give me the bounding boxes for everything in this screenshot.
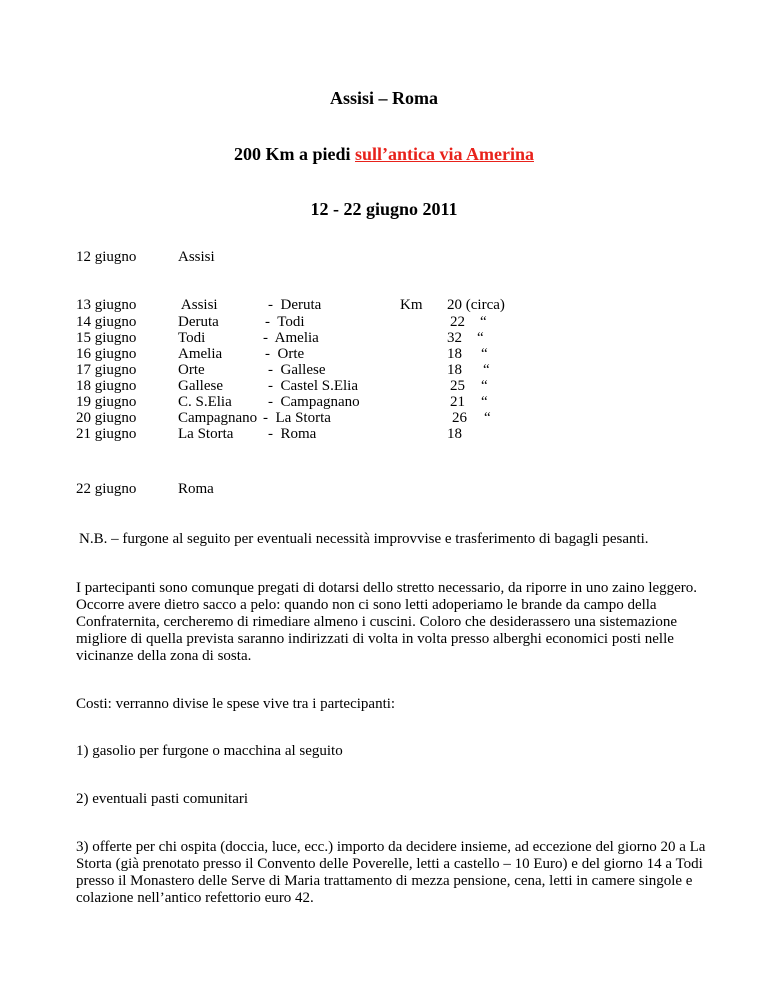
stage-date: 21 giugno	[76, 426, 137, 442]
stage-from: La Storta	[178, 426, 234, 442]
stage-to: - Orte	[265, 346, 305, 362]
ditto-mark: “	[481, 394, 488, 410]
stage-to: - Deruta	[268, 297, 322, 313]
stage-date: 13 giugno	[76, 297, 137, 313]
stage-km: 18	[447, 346, 462, 362]
stage-to: - Castel S.Elia	[268, 378, 358, 394]
participants-paragraph: I partecipanti sono comunque pregati di dotarsi dello stretto necessario, da riporre in uno zaino leggero. Occorre avere dietro sacco a pelo: quando non ci sono letti adoperiamo le brande da campo della Confraternita, cercheremo di rimediare almeno i cuscini. Coloro che desiderassero una sistemazione migliore di quella prevista saranno indirizzati di volta in volta presso alberghi economici posti nelle vicinanze della zona di sosta.	[76, 580, 698, 664]
stage-to: - Campagnano	[268, 394, 360, 410]
stage-from: Amelia	[178, 346, 223, 362]
ditto-mark: “	[483, 362, 490, 378]
stage-from: Assisi	[178, 297, 218, 313]
stage-date: 17 giugno	[76, 362, 137, 378]
stage-date: 14 giugno	[76, 314, 137, 330]
subtitle-prefix: 200 Km a piedi	[233, 144, 355, 164]
page-title: Assisi – Roma	[329, 88, 438, 108]
stage-to: - La Storta	[263, 410, 331, 426]
stage-date: 16 giugno	[76, 346, 137, 362]
stage-km: 21	[450, 394, 465, 410]
stage-km: 32	[447, 330, 462, 346]
subtitle-link[interactable]: sull’antica via Amerina	[355, 144, 534, 164]
date-range: 12 - 22 giugno 2011	[310, 199, 458, 219]
stage-km: 20 (circa)	[447, 297, 505, 313]
stage-km: 18	[447, 362, 462, 378]
ditto-mark: “	[480, 314, 487, 330]
stage-km: 26	[452, 410, 467, 426]
start-place: Assisi	[178, 249, 215, 265]
cost-item-1: 1) gasolio per furgone o macchina al seguito	[76, 743, 343, 759]
stage-from: Todi	[178, 330, 206, 346]
stage-date: 19 giugno	[76, 394, 137, 410]
start-date: 12 giugno	[76, 249, 137, 265]
end-date: 22 giugno	[76, 481, 137, 497]
stage-from: Campagnano	[178, 410, 258, 426]
cost-item-2: 2) eventuali pasti comunitari	[76, 791, 249, 807]
ditto-mark: “	[477, 330, 484, 346]
cost-item-3: 3) offerte per chi ospita (doccia, luce, ecc.) importo da decidere insieme, ad eccezione del giorno 20 a La Storta (già prenotato presso il Convento delle Poverelle, letti a castello – 10 Euro) e del giorno 14 a Todi presso il Monastero delle Serve di Maria trattamento di mezza pensione, cena, letti in camere singole e colazione nell’antico refettorio euro 42.	[76, 839, 706, 906]
stage-from: Gallese	[178, 378, 223, 394]
subtitle	[0, 144, 768, 164]
ditto-mark: “	[484, 410, 491, 426]
end-place: Roma	[178, 481, 214, 497]
stage-from: C. S.Elia	[178, 394, 232, 410]
nb-note: N.B. – furgone al seguito per eventuali necessità improvvise e trasferimento di bagagli pesanti.	[79, 531, 649, 547]
stage-to: - Roma	[268, 426, 317, 442]
costs-heading: Costi: verranno divise le spese vive tra i partecipanti:	[76, 696, 396, 712]
km-unit: Km	[400, 297, 423, 313]
stage-from: Orte	[178, 362, 205, 378]
ditto-mark: “	[481, 346, 488, 362]
stage-to: - Todi	[265, 314, 305, 330]
stage-km: 18	[447, 426, 462, 442]
stage-km: 22	[450, 314, 465, 330]
ditto-mark: “	[481, 378, 488, 394]
stage-date: 20 giugno	[76, 410, 137, 426]
stage-date: 15 giugno	[76, 330, 137, 346]
stage-to: - Gallese	[268, 362, 326, 378]
stage-km: 25	[450, 378, 465, 394]
stage-date: 18 giugno	[76, 378, 137, 394]
stage-to: - Amelia	[263, 330, 319, 346]
stage-from: Deruta	[178, 314, 219, 330]
